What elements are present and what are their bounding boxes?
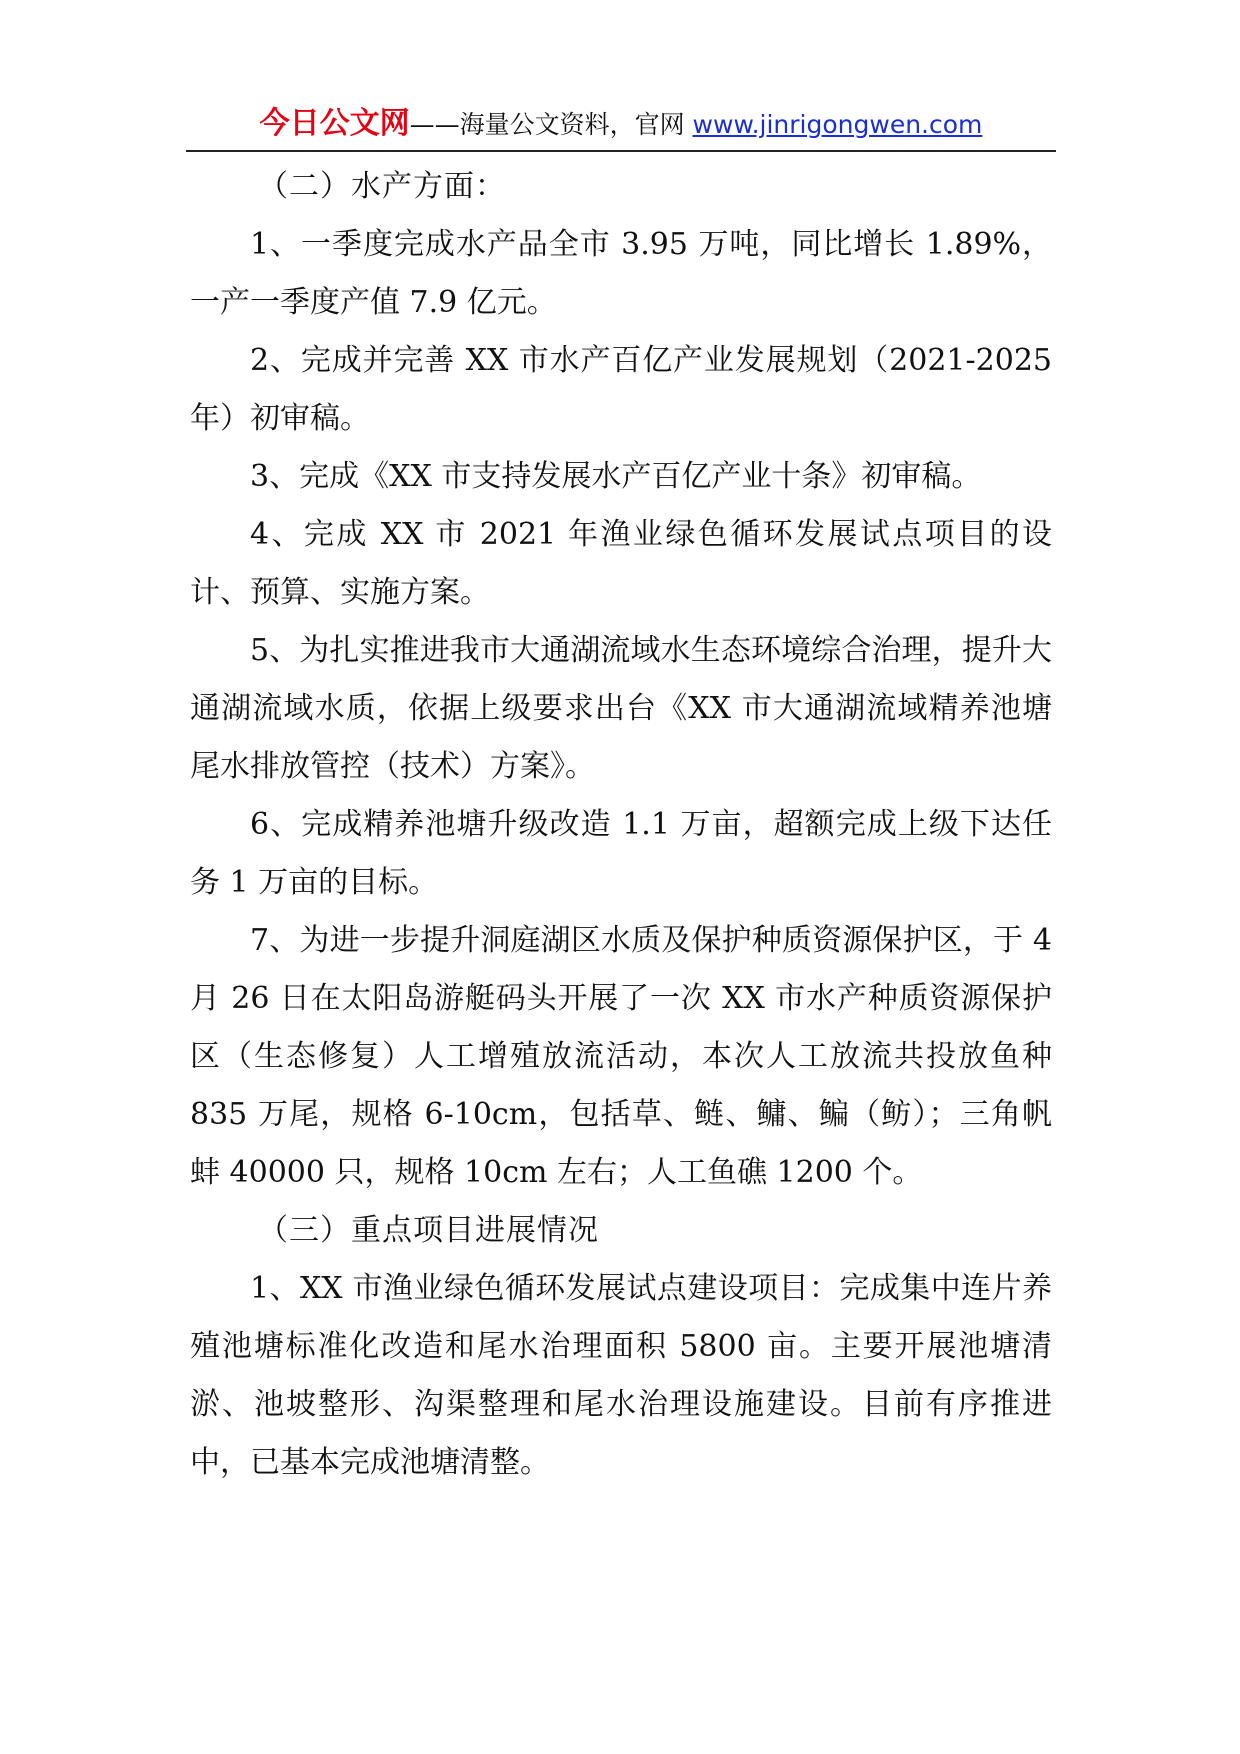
paragraph-item-7: 7、为进一步提升洞庭湖区水质及保护种质资源保护区，于 4 月 26 日在太阳岛游艇码头开展了一次 XX 市水产种质资源保护区（生态修复）人工增殖放流活动，本次人工放流共投放鱼种 835 万尾，规格 6-10cm，包括草、鲢、鳙、鳊（鲂）；三角帆蚌 40000 只，规格 10cm 左右；人工鱼礁 1200 个。 — [190, 923, 1052, 1190]
paragraph-item-3: 3、完成《XX 市支持发展水产百亿产业十条》初审稿。 — [250, 459, 982, 494]
document-body — [190, 158, 1052, 1492]
paragraph-item-2: 2、完成并完善 XX 市水产百亿产业发展规划（2021-2025 年）初审稿。 — [190, 343, 1052, 436]
header-divider — [186, 150, 1056, 152]
header-tagline: ——海量公文资料，官网 — [409, 110, 693, 139]
paragraph-project-1: 1、XX 市渔业绿色循环发展试点建设项目：完成集中连片养殖池塘标准化改造和尾水治理面积 5800 亩。主要开展池塘清淤、池坡整形、沟渠整理和尾水治理设施建设。目前有序推进中，已基本完成池塘清整。 — [190, 1271, 1052, 1480]
paragraph-item-5: 5、为扎实推进我市大通湖流域水生态环境综合治理，提升大通湖流域水质，依据上级要求出台《XX 市大通湖流域精养池塘尾水排放管控（技术）方案》。 — [190, 633, 1052, 784]
paragraph-item-4: 4、完成 XX 市 2021 年渔业绿色循环发展试点项目的设计、预算、实施方案。 — [190, 517, 1052, 610]
page-header — [186, 104, 1056, 152]
section-heading-key-projects: （三）重点项目进展情况 — [258, 1213, 599, 1248]
brand-name: 今日公文网 — [259, 106, 410, 141]
paragraph-item-6: 6、完成精养池塘升级改造 1.1 万亩，超额完成上级下达任务 1 万亩的目标。 — [190, 807, 1052, 900]
website-link[interactable]: www.jinrigongwen.com — [692, 110, 983, 139]
section-heading-aquaculture: （二）水产方面： — [258, 169, 506, 204]
paragraph-item-1: 1、一季度完成水产品全市 3.95 万吨，同比增长 1.89%，一产一季度产值 7.9 亿元。 — [190, 227, 1052, 320]
